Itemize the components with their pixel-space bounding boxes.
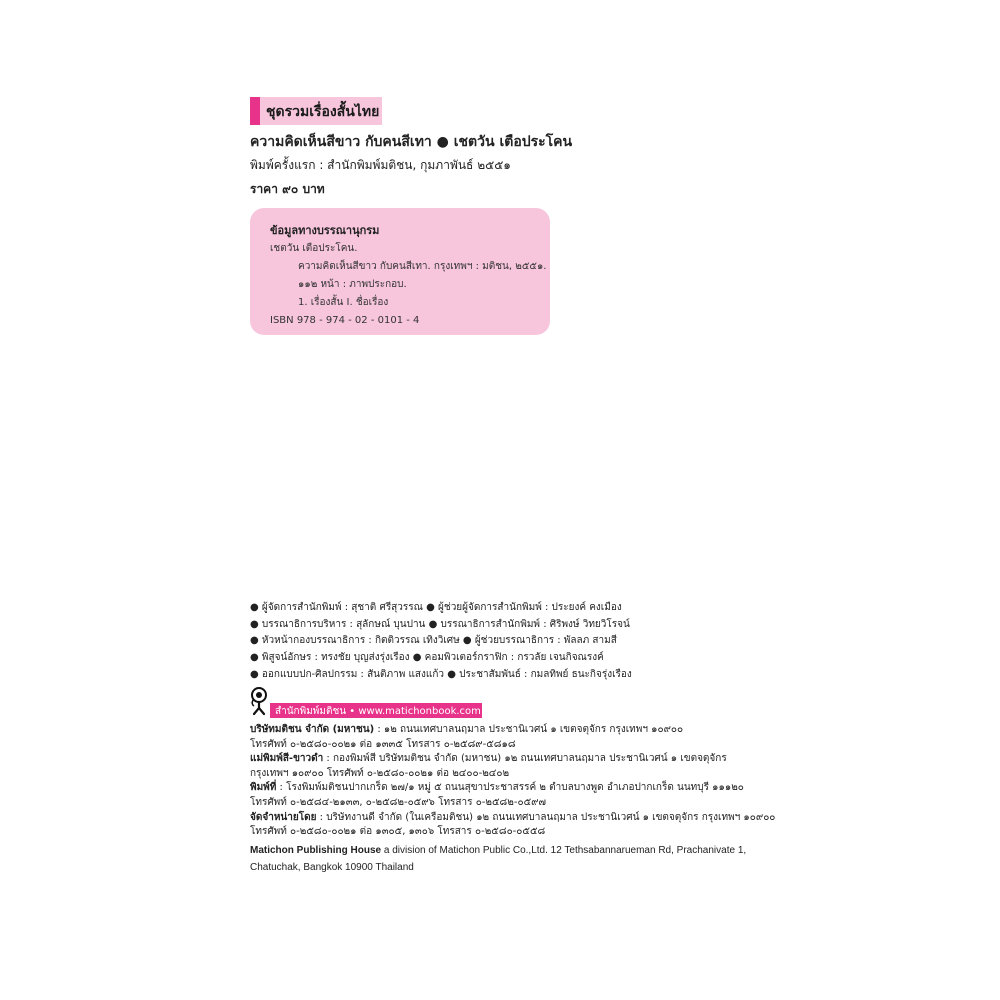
staff-credit: หัวหน้ากองบรรณาธิการ : กิตติวรรณ เทิงวิเศษ (261, 635, 460, 647)
staff-row (250, 633, 632, 650)
address-line (250, 752, 775, 767)
address-line (250, 738, 775, 753)
address-label: บริษัทมติชน จำกัด (มหาชน) (250, 724, 375, 735)
bullet: ● (412, 652, 422, 664)
address-text: : บริษัทงานดี จำกัด (ในเครือมติชน) ๑๒ ถนนเทศบาลนฤมาล ประชานิเวศน์ ๑ เขตจตุจักร กรุงเทพฯ ๑๐๙๐๐ (316, 811, 776, 823)
address-text: : โรงพิมพ์มติชนปากเกร็ด ๒๗/๑ หมู่ ๕ ถนนสุขาประชาสรรค์ ๒ ตำบลบางพูด อำเภอปากเกร็ด นนทบุรี ๑๑๑๒๐ (276, 782, 744, 794)
english-line (250, 842, 746, 859)
address-text: กรุงเทพฯ ๑๐๙๐๐ โทรศัพท์ ๐-๒๕๘๐-๐๐๒๑ ต่อ ๒๔๐๐-๒๔๐๒ (250, 767, 510, 779)
bullet: ● (250, 618, 259, 630)
bullet: ● (250, 635, 259, 647)
staff-credit: ผู้ช่วยผู้จัดการสำนักพิมพ์ : ประยงค์ คงเมือง (438, 602, 622, 613)
staff-credit: ผู้ช่วยบรรณาธิการ : พัลลภ สามสี (474, 635, 617, 647)
publisher-banner (270, 703, 482, 718)
publisher-banner-text: สำนักพิมพ์มติชน • www.matichonbook.com (275, 706, 481, 717)
staff-row (250, 617, 632, 634)
cip-box (250, 208, 550, 335)
bullet: ● (250, 652, 259, 664)
bullet: ● (428, 618, 438, 630)
price-line (250, 180, 325, 199)
staff-credit: ออกแบบปก-ศิลปกรรม : สันติภาพ แสงแก้ว (261, 668, 445, 680)
cip-isbn: ISBN 978 - 974 - 02 - 0101 - 4 (270, 315, 420, 326)
staff-credit: ประชาสัมพันธ์ : กมลทิพย์ ธนะกิจรุ่งเรือง (459, 668, 632, 680)
address-text: : ๑๒ ถนนเทศบาลนฤมาล ประชานิเวศน์ ๑ เขตจตุจักร กรุงเทพฯ ๑๐๙๐๐ (374, 724, 684, 735)
cip-author: เชตวัน เตือประโคน. (270, 243, 358, 254)
address-line (250, 811, 775, 826)
address-line (250, 767, 775, 782)
english-line: Chatuchak, Bangkok 10900 Thailand (250, 862, 414, 873)
cip-title: ความคิดเห็นสีขาว กับคนสีเทา. กรุงเทพฯ : มติชน, ๒๕๕๑. (298, 261, 547, 272)
english-publisher-name: Matichon Publishing House (250, 845, 382, 856)
staff-row (250, 667, 632, 684)
book-title-line (250, 131, 572, 153)
bullet: ● (250, 668, 259, 680)
address-label: พิมพ์ที่ (250, 782, 277, 794)
bullet: ● (462, 635, 472, 647)
staff-credit: บรรณาธิการบริหาร : สุลักษณ์ บุนปาน (261, 618, 426, 630)
bullet: ● (447, 668, 456, 680)
series-label: ชุดรวมเรื่องสั้นไทย (266, 104, 380, 120)
staff-credit: คอมพิวเตอร์กราฟิก : กรวลัย เจนกิจณรงค์ (424, 652, 604, 664)
staff-row (250, 650, 632, 667)
bullet: ● (426, 602, 435, 613)
bullet: ● (250, 602, 259, 613)
book-title: ความคิดเห็นสีขาว กับคนสีเทา (250, 134, 432, 150)
series-accent-bar (250, 97, 260, 125)
staff-credit: บรรณาธิการสำนักพิมพ์ : ศิริพงษ์ วิทยวิโรจน์ (440, 618, 630, 630)
english-imprint (250, 842, 746, 876)
cip-pages: ๑๑๒ หน้า : ภาพประกอบ. (298, 279, 407, 290)
price-unit: บาท (302, 182, 325, 196)
address-label: แม่พิมพ์สี-ขาวดำ (250, 753, 324, 765)
address-line (250, 723, 775, 738)
staff-credit: ผู้จัดการสำนักพิมพ์ : สุชาติ ศรีสุวรรณ (261, 602, 423, 613)
price-value: ๙๐ (282, 182, 299, 196)
title-separator: ● (436, 134, 449, 150)
address-text: โทรศัพท์ ๐-๒๕๘๔-๒๑๓๓, ๐-๒๕๘๒-๐๕๙๖ โทรสาร ๐-๒๕๘๒-๐๕๙๗ (250, 796, 546, 808)
address-line (250, 796, 775, 811)
cip-heading: ข้อมูลทางบรรณานุกรม (270, 224, 380, 237)
book-author: เชตวัน เตือประโคน (453, 134, 573, 150)
price-label: ราคา (250, 182, 278, 196)
publisher-logo-icon (250, 686, 268, 716)
address-label: จัดจำหน่ายโดย (250, 811, 317, 823)
cip-subjects: 1. เรื่องสั้น I. ชื่อเรื่อง (298, 297, 389, 308)
staff-credits (250, 600, 632, 683)
english-address: a division of Matichon Public Co.,Ltd. 12 Tethsabannarueman Rd, Prachanivate 1, (381, 845, 747, 856)
address-text: โทรศัพท์ ๐-๒๕๘๐-๐๐๒๑ ต่อ ๑๓๓๕ โทรสาร ๐-๒๕๘๙-๕๘๑๘ (250, 738, 516, 750)
address-line (250, 825, 775, 840)
publisher-addresses (250, 723, 775, 840)
staff-row (250, 600, 632, 617)
address-text: : กองพิมพ์สี บริษัทมติชน จำกัด (มหาชน) ๑๒ ถนนเทศบาลนฤมาล ประชานิเวศน์ ๑ เขตจตุจักร (323, 753, 727, 765)
address-line (250, 781, 775, 796)
staff-credit: พิสูจน์อักษร : ทรงชัย บุญส่งรุ่งเรือง (261, 652, 410, 664)
series-banner (250, 97, 382, 125)
first-print-info: พิมพ์ครั้งแรก : สำนักพิมพ์มติชน, กุมภาพันธ์ ๒๕๕๑ (250, 158, 511, 172)
address-text: โทรศัพท์ ๐-๒๕๘๐-๐๐๒๑ ต่อ ๑๓๐๕, ๑๓๐๖ โทรสาร ๐-๒๕๘๐-๐๕๕๘ (250, 826, 546, 838)
